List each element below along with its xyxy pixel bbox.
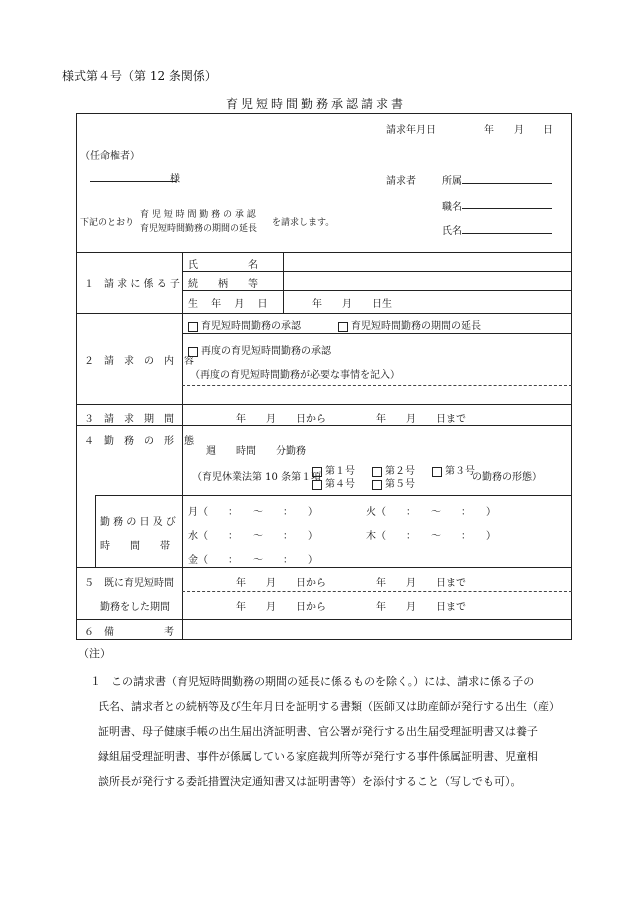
requester-label: 請求者 [386,176,416,187]
date-month: 月 [514,125,524,136]
child-name-label: 氏 名 [188,260,258,271]
section1-label: １ 請 求 に 係 る 子 [84,279,180,290]
notes-heading: （注） [78,647,111,660]
request-period-value: 年 月 日から 年 月 日まで [236,414,466,425]
item3-label: 第３号 [445,466,475,477]
law-suffix: の勤務の形態） [472,472,542,483]
approval-label: 育児短時間勤務の承認 [201,321,301,332]
item5-label: 第５号 [385,479,415,490]
item3-checkbox[interactable] [432,467,442,477]
name-label: 氏名 [442,226,462,237]
time-slot-label: 時 間 帯 [100,541,170,552]
previous-period-value-1: 年 月 日から 年 月 日まで [236,578,466,589]
position-label: 職名 [442,202,462,213]
name-field[interactable] [462,233,552,234]
wednesday-hours[interactable]: 水（ ： ～ ： ） [188,531,318,542]
weekly-hours: 週 時間 分勤務 [206,446,306,457]
relation-field[interactable] [290,275,565,289]
relation-label: 続 柄 等 [188,279,258,290]
section5-label-line2: 勤務をした期間 [100,602,170,613]
intro-prefix: 下記のとおり [80,218,135,228]
section5-label-line1: ５ 既に育児短時間 [84,578,174,589]
affiliation-label: 所属 [442,176,462,187]
option-extension[interactable] [338,317,481,332]
affiliation-field[interactable] [462,183,552,184]
item4-checkbox[interactable] [312,480,322,490]
appointer-name-field[interactable] [90,181,176,182]
appointer-label: （任命権者） [80,151,140,162]
note-line-4: 縁組届受理証明書、事件が係属している家庭裁判所等が発行する事件係属証明書、児童相 [98,750,538,763]
section3-label: ３ 請 求 期 間 [84,414,174,425]
item2-label: 第２号 [385,466,415,477]
remarks-field[interactable] [186,622,566,636]
intro-option-approval: 育 児 短 時 間 勤 務 の 承 認 [140,210,256,220]
work-days-label: 勤 務 の 日 及 び [100,517,176,528]
intro-suffix: を請求します。 [272,218,335,228]
item4-option[interactable] [312,475,355,490]
note-line-3: 証明書、母子健康手帳の出生届出済証明書、官公署が発行する出生届受理証明書又は養子 [98,725,538,738]
extension-label: 育児短時間勤務の期間の延長 [351,321,481,332]
section2-label: ２ 請 求 の 内 容 [84,356,194,367]
reason-field[interactable] [186,388,566,402]
intro-option-extension: 育児短時間勤務の期間の延長 [140,224,258,234]
option-reapproval[interactable] [188,342,331,357]
monday-hours[interactable]: 月（ ： ～ ： ） [188,507,318,518]
item1-label: 第１号 [325,466,355,477]
note-line-2: 氏名、請求者との続柄等及び生年月日を証明する書類（医師又は助産師が発行する出生（産） [98,700,560,713]
form-id: 様式第４号（第 12 条関係） [62,69,217,83]
date-day: 日 [543,125,553,136]
item5-option[interactable] [372,475,415,490]
thursday-hours[interactable]: 木（ ： ～ ： ） [366,531,496,542]
item3-option[interactable] [432,462,475,477]
tuesday-hours[interactable]: 火（ ： ～ ： ） [366,507,496,518]
note-line-1: この請求書（育児短時間勤務の期間の延長に係るものを除く。）には、請求に係る子の [111,675,535,688]
section6-label: ６ 備 考 [84,627,174,638]
approval-checkbox[interactable] [188,322,198,332]
note-line-5: 談所長が発行する委託措置決定通知書又は証明書等）を添付すること（写しでも可）。 [98,775,522,788]
item5-checkbox[interactable] [372,480,382,490]
request-date-label: 請求年月日 [386,125,436,136]
birthdate-value: 年 月 日生 [312,299,392,310]
extension-checkbox[interactable] [338,322,348,332]
birthdate-label: 生 年 月 日 [188,299,268,310]
date-year: 年 [484,125,494,136]
law-prefix: （育児休業法第 10 条第１項 [192,472,322,483]
reapproval-label: 再度の育児短時間勤務の承認 [201,346,331,357]
option-approval[interactable] [188,317,301,332]
reason-hint: （再度の育児短時間勤務が必要な事情を記入） [190,370,400,381]
page-title: 育児短時間勤務承認請求書 [226,97,407,111]
sama-label: 様 [170,174,180,185]
section4-label: ４ 勤 務 の 形 態 [84,436,194,447]
previous-period-value-2: 年 月 日から 年 月 日まで [236,602,466,613]
reapproval-checkbox[interactable] [188,347,198,357]
item4-label: 第４号 [325,479,355,490]
note-number: １ [90,675,101,688]
child-name-field[interactable] [290,256,565,270]
friday-hours[interactable]: 金（ ： ～ ： ） [188,555,318,566]
position-field[interactable] [462,208,552,209]
